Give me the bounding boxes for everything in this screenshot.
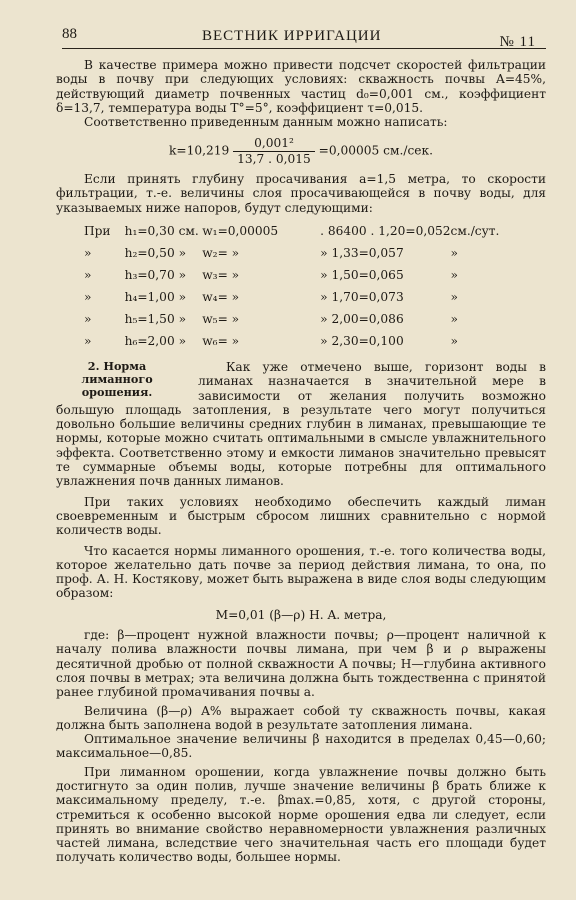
- table-row: [84, 264, 546, 286]
- table-cell: см./сут.: [450, 223, 500, 238]
- filtration-formula: [56, 136, 546, 166]
- table-cell: w₁=0,00005: [202, 223, 279, 238]
- table-cell: h₆=2,00 »: [124, 333, 187, 348]
- issue-number: № 11: [499, 34, 536, 50]
- table-cell: »: [84, 289, 92, 304]
- table-row: [84, 242, 546, 264]
- paragraph: При таких условиях необходимо обеспечить каждый лиман своевременным и быстрым сбросом лишних сравнительно с нормой количеств воды.: [56, 494, 546, 538]
- table-cell: » 1,50=0,065: [320, 267, 404, 282]
- table-cell: h₁=0,30 см.: [124, 223, 199, 238]
- table-row: [84, 330, 546, 352]
- table-cell: w₃= »: [202, 267, 240, 282]
- table-cell: h₃=0,70 »: [124, 267, 187, 282]
- paragraph: Как уже отмечено выше, горизонт воды в лиманах назначается в значительной мере в зависимости от желания получить возможно большую площадь затопления, в результате чего могут получиться довольно большие величины средних глубин в лиманах, превышающие те нормы, которые можно считать оптимальными в смысле увлажнительного эффекта. Соответственно этому и емкости лиманов значительно превысят те суммарные объемы воды, которые потребны для оптимального увлажнения почв данных лиманов.: [56, 359, 546, 489]
- paragraph: В качестве примера можно привести подсчет скоростей фильтрации воды в почву при следующих условиях: скважность почвы A=45%, действующий диаметр почвенных частиц d₀=0,001 см., коэффициент δ=13,7, температура воды T°=5°, коэффициент τ=0,015.: [56, 58, 546, 115]
- table-cell: »: [84, 333, 92, 348]
- table-cell: »: [450, 311, 458, 326]
- page-header: [62, 26, 546, 49]
- table-cell: w₂= »: [202, 245, 240, 260]
- table-cell: » 2,00=0,086: [320, 311, 404, 326]
- table-cell: »: [84, 311, 92, 326]
- table-cell: » 1,70=0,073: [320, 289, 404, 304]
- formula-numerator: 0,001²: [233, 136, 315, 151]
- table-cell: »: [84, 267, 92, 282]
- table-row: [84, 286, 546, 308]
- table-cell: »: [450, 245, 458, 260]
- formula-left: k=10,219: [169, 143, 230, 158]
- article-body: [56, 58, 546, 865]
- paragraph: Величина (β—ρ) A% выражает собой ту скважность почвы, какая должна быть заполнена водой в результате затопления лимана.: [56, 703, 546, 732]
- table-cell: »: [450, 267, 458, 282]
- table-row: [84, 308, 546, 330]
- norm-formula: M=0,01 (β—ρ) H. A. метра,: [215, 607, 387, 622]
- table-cell: » 2,30=0,100: [320, 333, 404, 348]
- table-cell: h₂=0,50 »: [124, 245, 187, 260]
- paragraph: Соответственно приведенным данным можно написать:: [84, 115, 448, 130]
- paragraph: Оптимальное значение величины β находится в пределах 0,45—0,60; максимальное—0,85.: [56, 732, 546, 761]
- page-number: 88: [62, 26, 77, 42]
- formula-denominator: 13,7 . 0,015: [237, 151, 311, 166]
- table-row: [84, 220, 546, 242]
- table-cell: »: [450, 333, 458, 348]
- table-cell: »: [450, 289, 458, 304]
- paragraph: Что касается нормы лиманного орошения, т.-е. того количества воды, которое желательно дать почве за период действия лимана, то она, по проф. А. Н. Костякову, может быть выражена в виде слоя воды следующим образом:: [56, 543, 546, 601]
- table-cell: w₅= »: [202, 311, 240, 326]
- paragraph: Если принять глубину просачивания a=1,5 метра, то скорости фильтрации, т.-е. величины слоя просачивающейся в почву воды, для указываемых ниже напоров, будут следующими:: [56, 172, 546, 215]
- table-cell: » 1,33=0,057: [320, 245, 404, 260]
- table-cell: h₄=1,00 »: [124, 289, 187, 304]
- table-cell: . 86400 . 1,20=0,052: [320, 223, 451, 238]
- table-cell: w₄= »: [202, 289, 240, 304]
- table-cell: При: [84, 223, 111, 238]
- formula-fraction: [233, 136, 315, 166]
- table-cell: »: [84, 245, 92, 260]
- filtration-table: [84, 220, 546, 352]
- paragraph: При лиманном орошении, когда увлажнение почвы должно быть достигнуто за один полив, лучше значение величины β брать ближе к максимальному пределу, т.-е. βmax.=0,85, хотя, с другой стороны, стремиться к особенно высокой норме орошения едва ли следует, если принять во внимание свойство неравномерности увлажнения различных частей лимана, вследствие чего значительная часть его площади будет получать количество воды, большее нормы.: [56, 764, 546, 865]
- section-heading: 2. Норма лиманного орошения.: [81, 358, 153, 399]
- journal-title: ВЕСТНИК ИРРИГАЦИИ: [202, 28, 382, 44]
- table-cell: h₅=1,50 »: [124, 311, 187, 326]
- table-cell: w₆= »: [202, 333, 240, 348]
- formula-right: =0,00005 см./сек.: [318, 143, 433, 158]
- paragraph: где: β—процент нужной влажности почвы; ρ—процент наличной к началу полива влажности почвы лимана, при чем β и ρ выражены десятичной дробью от полной скважности A почвы; H—глубина активного слоя почвы в метрах; эта величина должна быть тождественна с принятой ранее глубиной промачивания почвы a.: [56, 628, 546, 700]
